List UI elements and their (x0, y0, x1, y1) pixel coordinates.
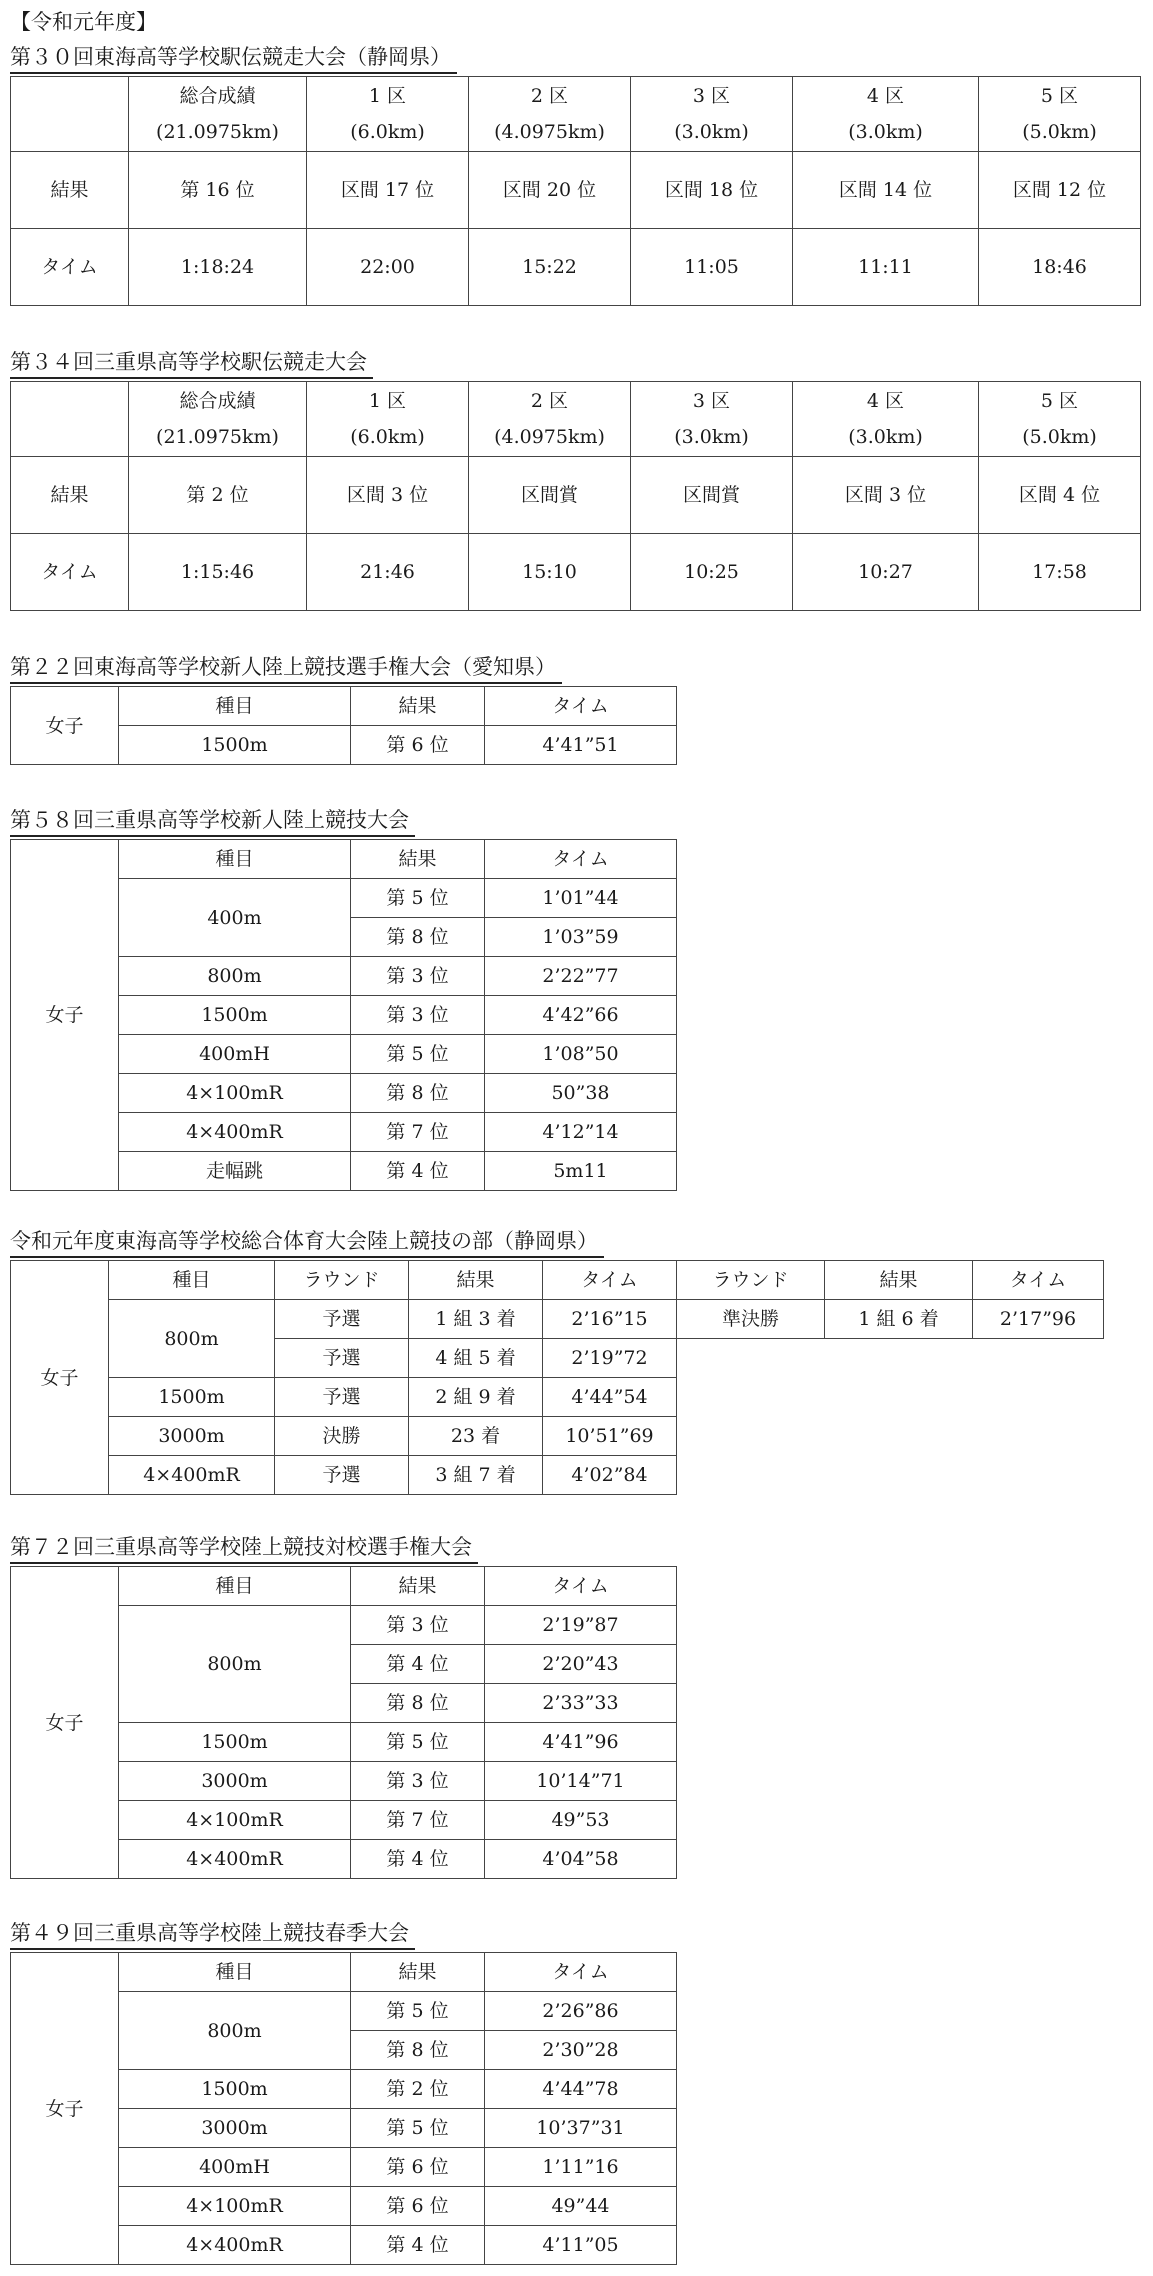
result-cell: 4 組 5 着 (409, 1339, 543, 1378)
table-cell: 区間 14 位 (793, 152, 979, 229)
ekiden-mie-section (10, 347, 1141, 611)
header-cell: タイム (543, 1261, 677, 1300)
table-cell: 区間賞 (631, 457, 793, 534)
result-cell: 第 4 位 (351, 1840, 485, 1879)
round-cell: 決勝 (275, 1417, 409, 1456)
table-header-row (11, 1567, 677, 1606)
tokai-shinjin-section (10, 652, 677, 765)
event-cell: 4×100mR (119, 2187, 351, 2226)
header-cell: タイム (973, 1261, 1104, 1300)
event-cell: 4×400mR (119, 1840, 351, 1879)
gender-cell: 女子 (11, 840, 119, 1191)
table-row (11, 1300, 1104, 1339)
table-header-row (11, 1953, 677, 1992)
time-cell: 2’33”33 (485, 1684, 677, 1723)
table-cell: 11:05 (631, 229, 793, 306)
event-cell: 3000m (109, 1417, 275, 1456)
result-cell: 第 5 位 (351, 1035, 485, 1074)
event-cell: 3000m (119, 2109, 351, 2148)
result-cell: 第 3 位 (351, 1762, 485, 1801)
event-cell: 400m (119, 879, 351, 957)
ekiden-mie-table (10, 381, 1141, 611)
mie-shinjin-section (10, 805, 677, 1191)
table-cell: 区間 3 位 (307, 457, 469, 534)
section-title: 第２２回東海高等学校新人陸上競技選手権大会（愛知県） (10, 652, 562, 684)
time-cell: 5m11 (485, 1152, 677, 1191)
year-heading: 【令和元年度】 (10, 10, 157, 34)
row-label: タイム (11, 229, 129, 306)
time-cell: 4’41”96 (485, 1723, 677, 1762)
gender-cell: 女子 (11, 687, 119, 765)
result-cell: 第 3 位 (351, 996, 485, 1035)
header-cell: 結果 (351, 1567, 485, 1606)
table-cell: 区間 12 位 (979, 152, 1141, 229)
result-cell: 第 5 位 (351, 879, 485, 918)
tokai-soutai-section (10, 1226, 1104, 1495)
gender-cell: 女子 (11, 1567, 119, 1879)
table-cell: 区間 4 位 (979, 457, 1141, 534)
time-cell: 1’01”44 (485, 879, 677, 918)
event-cell: 1500m (119, 2070, 351, 2109)
result-cell: 23 着 (409, 1417, 543, 1456)
header-cell: 結果 (351, 687, 485, 726)
blank-area (677, 1339, 1104, 1495)
header-cell: 結果 (351, 840, 485, 879)
tokai-soutai-table (10, 1260, 1104, 1495)
header-cell: タイム (485, 687, 677, 726)
result-cell: 3 組 7 着 (409, 1456, 543, 1495)
time-cell: 4’04”58 (485, 1840, 677, 1879)
header-cell: 4 区 (3.0km) (793, 382, 979, 457)
result-cell: 第 5 位 (351, 1992, 485, 2031)
time-cell: 4’42”66 (485, 996, 677, 1035)
time-cell: 2’17”96 (973, 1300, 1104, 1339)
section-title: 第４９回三重県高等学校陸上競技春季大会 (10, 1918, 415, 1950)
result-cell: 第 8 位 (351, 1684, 485, 1723)
event-cell: 4×100mR (119, 1801, 351, 1840)
table-row (11, 229, 1141, 306)
table-cell: 区間 17 位 (307, 152, 469, 229)
mie-shunki-table (10, 1952, 677, 2265)
row-label: タイム (11, 534, 129, 611)
table-header-row (11, 840, 677, 879)
result-cell: 第 6 位 (351, 726, 485, 765)
event-cell: 走幅跳 (119, 1152, 351, 1191)
time-cell: 4’44”78 (485, 2070, 677, 2109)
round-cell: 予選 (275, 1378, 409, 1417)
event-cell: 1500m (119, 726, 351, 765)
time-cell: 50”38 (485, 1074, 677, 1113)
table-cell: 10:25 (631, 534, 793, 611)
gender-cell: 女子 (11, 1953, 119, 2265)
round-cell: 予選 (275, 1300, 409, 1339)
table-cell: 1:18:24 (129, 229, 307, 306)
header-cell: 種目 (119, 840, 351, 879)
header-cell: 2 区 (4.0975km) (469, 382, 631, 457)
header-cell: 2 区 (4.0975km) (469, 77, 631, 152)
result-cell: 第 3 位 (351, 1606, 485, 1645)
result-cell: 第 8 位 (351, 918, 485, 957)
time-cell: 1’03”59 (485, 918, 677, 957)
table-header-row (11, 687, 677, 726)
time-cell: 4’44”54 (543, 1378, 677, 1417)
result-cell: 1 組 6 着 (825, 1300, 973, 1339)
result-cell: 第 4 位 (351, 1645, 485, 1684)
round-cell: 準決勝 (677, 1300, 825, 1339)
table-cell: 区間賞 (469, 457, 631, 534)
header-cell: タイム (485, 840, 677, 879)
header-cell: 総合成績 (21.0975km) (129, 382, 307, 457)
section-title: 第７２回三重県高等学校陸上競技対校選手権大会 (10, 1532, 478, 1564)
time-cell: 2’26”86 (485, 1992, 677, 2031)
section-title: 第３０回東海高等学校駅伝競走大会（静岡県） (10, 42, 457, 74)
result-cell: 1 組 3 着 (409, 1300, 543, 1339)
time-cell: 2’30”28 (485, 2031, 677, 2070)
row-label: 結果 (11, 152, 129, 229)
header-cell: 1 区 (6.0km) (307, 77, 469, 152)
result-cell: 第 5 位 (351, 2109, 485, 2148)
event-cell: 1500m (109, 1378, 275, 1417)
table-cell: 21:46 (307, 534, 469, 611)
mie-taikou-table (10, 1566, 677, 1879)
time-cell: 2’16”15 (543, 1300, 677, 1339)
event-cell: 800m (119, 957, 351, 996)
result-cell: 第 4 位 (351, 1152, 485, 1191)
header-cell: 4 区 (3.0km) (793, 77, 979, 152)
tokai-shinjin-table (10, 686, 677, 765)
mie-taikou-section (10, 1532, 677, 1879)
ekiden-tokai-section (10, 42, 1141, 306)
round-cell: 予選 (275, 1456, 409, 1495)
event-cell: 1500m (119, 996, 351, 1035)
gender-cell: 女子 (11, 1261, 109, 1495)
time-cell: 49”44 (485, 2187, 677, 2226)
corner-cell (11, 382, 129, 457)
result-cell: 第 8 位 (351, 2031, 485, 2070)
table-header-row (11, 77, 1141, 152)
table-cell: 22:00 (307, 229, 469, 306)
table-cell: 第 2 位 (129, 457, 307, 534)
header-cell: 種目 (109, 1261, 275, 1300)
corner-cell (11, 77, 129, 152)
result-cell: 第 7 位 (351, 1113, 485, 1152)
event-cell: 400mH (119, 1035, 351, 1074)
table-cell: 18:46 (979, 229, 1141, 306)
time-cell: 1’11”16 (485, 2148, 677, 2187)
mie-shinjin-table (10, 839, 677, 1191)
table-cell: 17:58 (979, 534, 1141, 611)
result-cell: 2 組 9 着 (409, 1378, 543, 1417)
result-cell: 第 5 位 (351, 1723, 485, 1762)
event-cell: 4×400mR (109, 1456, 275, 1495)
header-cell: 種目 (119, 1953, 351, 1992)
result-cell: 第 2 位 (351, 2070, 485, 2109)
header-cell: 3 区 (3.0km) (631, 77, 793, 152)
header-cell: 結果 (351, 1953, 485, 1992)
header-cell: 種目 (119, 1567, 351, 1606)
time-cell: 2’22”77 (485, 957, 677, 996)
time-cell: 1’08”50 (485, 1035, 677, 1074)
time-cell: 49”53 (485, 1801, 677, 1840)
time-cell: 2’20”43 (485, 1645, 677, 1684)
header-cell: タイム (485, 1953, 677, 1992)
table-cell: 区間 3 位 (793, 457, 979, 534)
section-title: 第５８回三重県高等学校新人陸上競技大会 (10, 805, 415, 837)
header-cell: 種目 (119, 687, 351, 726)
time-cell: 4’02”84 (543, 1456, 677, 1495)
table-cell: 第 16 位 (129, 152, 307, 229)
table-row (11, 534, 1141, 611)
round-cell: 予選 (275, 1339, 409, 1378)
table-cell: 11:11 (793, 229, 979, 306)
result-cell: 第 6 位 (351, 2148, 485, 2187)
event-cell: 4×400mR (119, 2226, 351, 2265)
table-cell: 1:15:46 (129, 534, 307, 611)
header-cell: 結果 (409, 1261, 543, 1300)
time-cell: 2’19”87 (485, 1606, 677, 1645)
table-row (11, 457, 1141, 534)
mie-shunki-section (10, 1918, 677, 2265)
header-cell: 3 区 (3.0km) (631, 382, 793, 457)
time-cell: 4’41”51 (485, 726, 677, 765)
header-cell: 1 区 (6.0km) (307, 382, 469, 457)
table-cell: 区間 20 位 (469, 152, 631, 229)
section-title: 令和元年度東海高等学校総合体育大会陸上競技の部（静岡県） (10, 1226, 604, 1258)
result-cell: 第 3 位 (351, 957, 485, 996)
table-cell: 15:10 (469, 534, 631, 611)
event-cell: 800m (119, 1606, 351, 1723)
table-header-row (11, 1261, 1104, 1300)
table-cell: 区間 18 位 (631, 152, 793, 229)
header-cell: 総合成績 (21.0975km) (129, 77, 307, 152)
result-cell: 第 7 位 (351, 1801, 485, 1840)
event-cell: 400mH (119, 2148, 351, 2187)
header-cell: 結果 (825, 1261, 973, 1300)
header-cell: ラウンド (275, 1261, 409, 1300)
event-cell: 4×100mR (119, 1074, 351, 1113)
result-cell: 第 6 位 (351, 2187, 485, 2226)
table-cell: 15:22 (469, 229, 631, 306)
time-cell: 10’37”31 (485, 2109, 677, 2148)
time-cell: 4’12”14 (485, 1113, 677, 1152)
row-label: 結果 (11, 457, 129, 534)
event-cell: 3000m (119, 1762, 351, 1801)
header-cell: 5 区 (5.0km) (979, 77, 1141, 152)
header-cell: タイム (485, 1567, 677, 1606)
time-cell: 2’19”72 (543, 1339, 677, 1378)
section-title: 第３４回三重県高等学校駅伝競走大会 (10, 347, 373, 379)
event-cell: 800m (119, 1992, 351, 2070)
time-cell: 10’14”71 (485, 1762, 677, 1801)
table-row (11, 152, 1141, 229)
event-cell: 1500m (119, 1723, 351, 1762)
ekiden-tokai-table (10, 76, 1141, 306)
event-cell: 800m (109, 1300, 275, 1378)
table-cell: 10:27 (793, 534, 979, 611)
header-cell: 5 区 (5.0km) (979, 382, 1141, 457)
time-cell: 4’11”05 (485, 2226, 677, 2265)
table-header-row (11, 382, 1141, 457)
result-cell: 第 4 位 (351, 2226, 485, 2265)
event-cell: 4×400mR (119, 1113, 351, 1152)
time-cell: 10’51”69 (543, 1417, 677, 1456)
header-cell: ラウンド (677, 1261, 825, 1300)
result-cell: 第 8 位 (351, 1074, 485, 1113)
